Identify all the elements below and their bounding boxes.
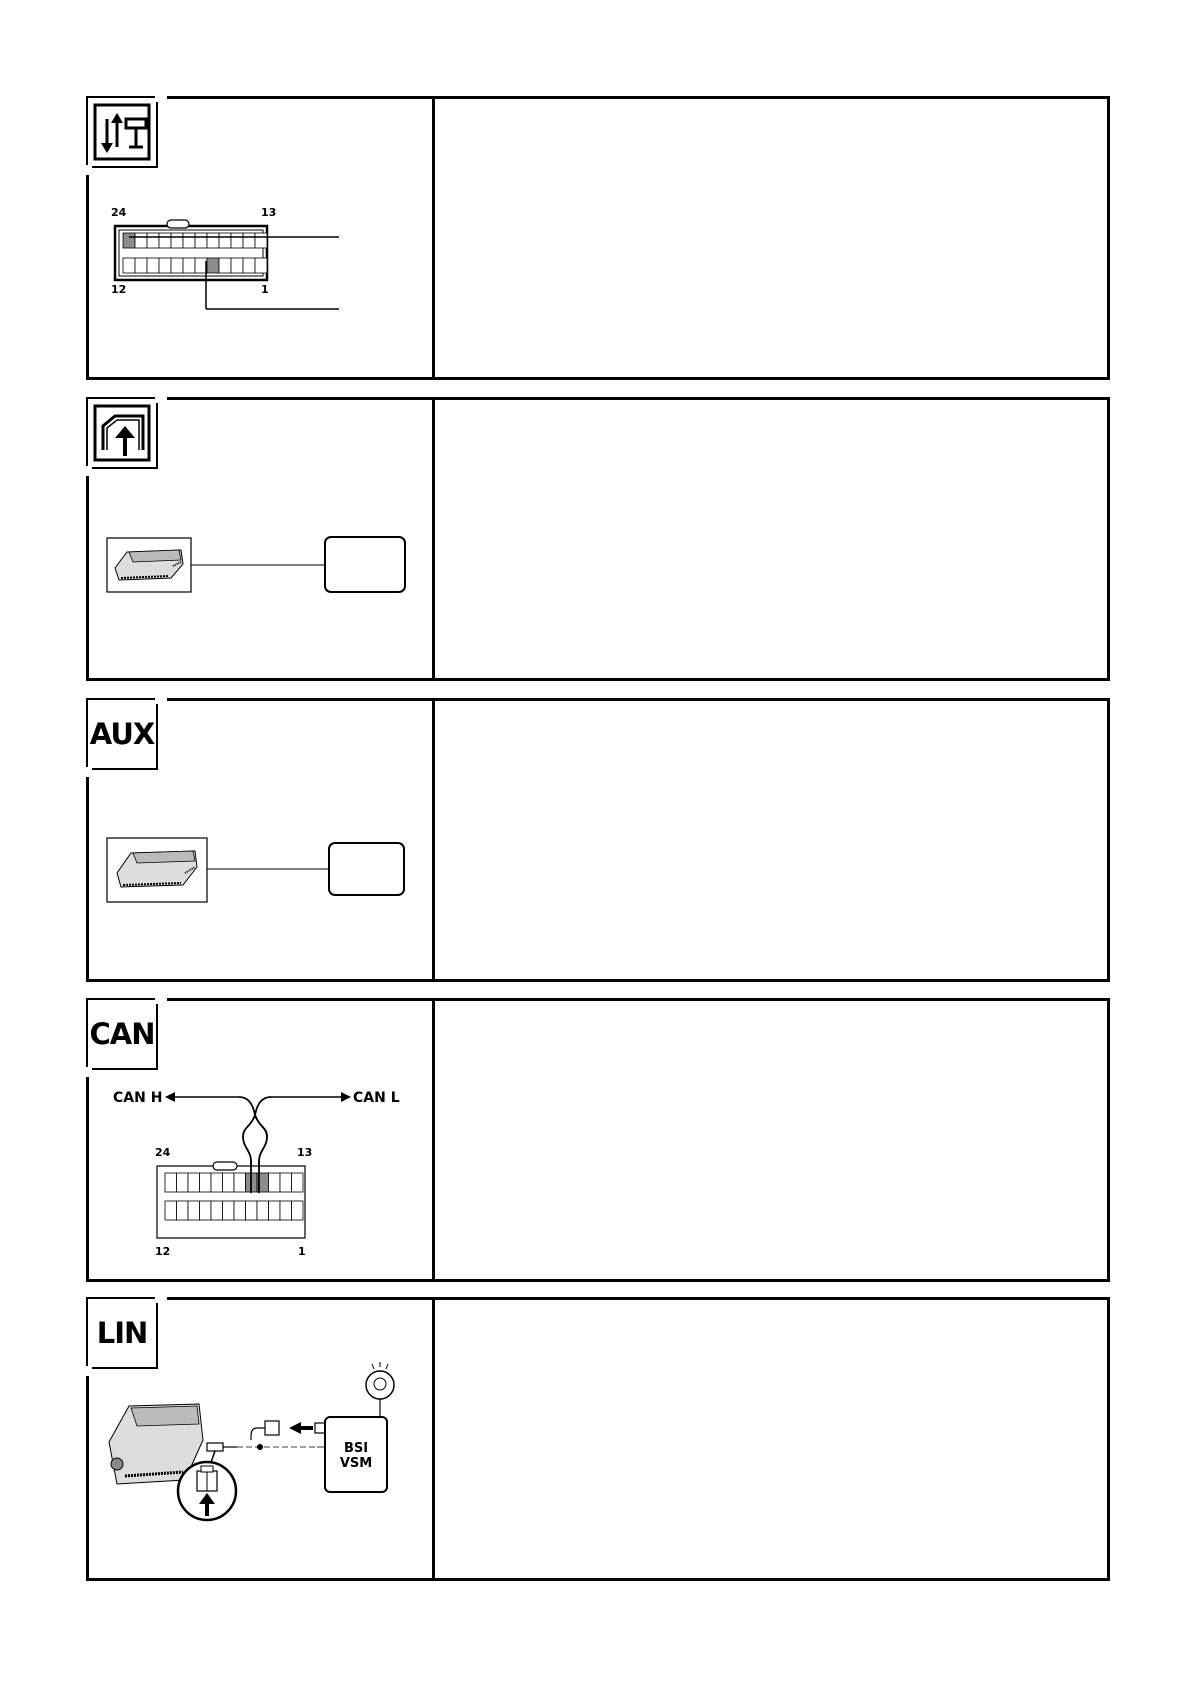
lin-badge: LIN (86, 1297, 158, 1369)
connector-pin (292, 1201, 304, 1220)
connector-pin (200, 1173, 212, 1192)
connector-pin (177, 1201, 189, 1220)
section-connector (86, 96, 1110, 380)
pin-label-13: 13 (261, 206, 277, 219)
connector-pin (135, 258, 147, 273)
can-h-label: CAN H (113, 1090, 163, 1106)
target-module-box (325, 537, 405, 592)
connector-pin (195, 233, 207, 248)
connector-pin (211, 1201, 223, 1220)
section-divider (432, 1001, 435, 1279)
connector-pin (195, 258, 207, 273)
connector-pin (147, 233, 159, 248)
connector-pin (171, 258, 183, 273)
section-can (86, 998, 1110, 1282)
connector-pinout-diagram (89, 99, 432, 383)
vsm-label: VSM (339, 1456, 373, 1471)
section-window (86, 397, 1110, 681)
connector-pin (219, 258, 231, 273)
connector-pin (135, 233, 147, 248)
connector-pin (246, 1201, 258, 1220)
connector-pin (183, 233, 195, 248)
connector-pin (123, 233, 135, 248)
pin-label-13: 13 (297, 1146, 313, 1159)
aux-wiring-diagram (89, 701, 432, 985)
window-wiring-diagram (89, 400, 432, 684)
lin-wiring-diagram (89, 1300, 432, 1584)
connector-pin (219, 233, 231, 248)
section-divider (432, 99, 435, 377)
target-module-box (329, 843, 404, 895)
connector-pin (177, 1173, 189, 1192)
connector-pin (292, 1173, 304, 1192)
connector-pin (207, 233, 219, 248)
connector-pin (269, 1173, 281, 1192)
connector-pin (257, 1201, 269, 1220)
connector-pin (223, 1201, 235, 1220)
can-badge: CAN (86, 998, 158, 1070)
section-divider (432, 701, 435, 979)
can-l-label: CAN L (353, 1090, 400, 1106)
connector-pin (165, 1201, 177, 1220)
connector-pin (243, 258, 255, 273)
pin-label-12: 12 (111, 283, 127, 296)
connector-pin (200, 1201, 212, 1220)
connector-pin (280, 1173, 292, 1192)
connector-pin (211, 1173, 223, 1192)
connector-pin (223, 1173, 235, 1192)
connector-pin (159, 233, 171, 248)
connector-pin (231, 233, 243, 248)
connector-pin (255, 233, 267, 248)
connector-pin (188, 1201, 200, 1220)
can-wiring-diagram (89, 1001, 432, 1285)
connector-pin (234, 1201, 246, 1220)
section-divider (432, 400, 435, 678)
control-unit-image (107, 538, 191, 592)
section-aux (86, 698, 1110, 982)
connector-pin (188, 1173, 200, 1192)
control-unit-image (107, 838, 207, 902)
connector-pin (123, 258, 135, 273)
section-lin (86, 1297, 1110, 1581)
connector-pin (280, 1201, 292, 1220)
connector-pin (159, 258, 171, 273)
connector-pin (183, 258, 195, 273)
connector-pin (243, 233, 255, 248)
connector-pin (269, 1201, 281, 1220)
aux-badge: AUX (86, 698, 158, 770)
bsi-label: BSI (343, 1441, 369, 1456)
pin-label-1: 1 (298, 1245, 306, 1258)
connector-pin (207, 258, 219, 273)
connector-pin (234, 1173, 246, 1192)
pin-label-24: 24 (111, 206, 127, 219)
pin-label-1: 1 (261, 283, 269, 296)
connector-pin (231, 258, 243, 273)
section-divider (432, 1300, 435, 1578)
siren-icon (366, 1362, 394, 1399)
connector-pin (165, 1173, 177, 1192)
connector-pin (147, 258, 159, 273)
pin-label-12: 12 (155, 1245, 171, 1258)
pin-label-24: 24 (155, 1146, 171, 1159)
connector-pin (255, 258, 267, 273)
connector-pin (171, 233, 183, 248)
